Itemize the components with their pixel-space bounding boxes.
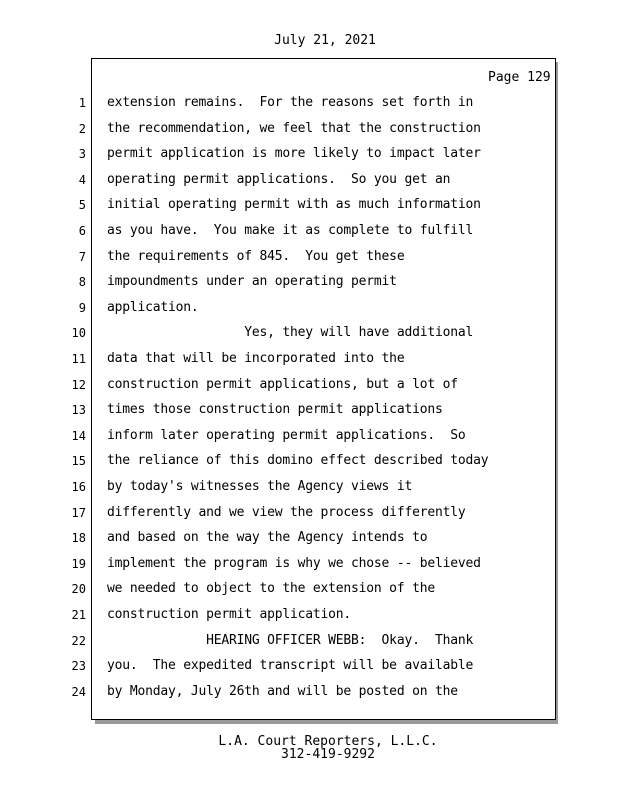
line-number: 23 (71, 659, 86, 674)
transcript-line (0, 425, 618, 447)
transcript-line (0, 450, 618, 472)
line-text: permit application is more likely to impact later (107, 146, 481, 162)
transcript-line (0, 92, 618, 114)
line-text: Yes, they will have additional (107, 325, 474, 341)
line-number: 12 (71, 377, 86, 392)
line-text: construction permit application. (107, 607, 352, 622)
line-text: by today's witnesses the Agency views it (107, 479, 413, 494)
transcript-line (0, 553, 618, 575)
transcript-line (0, 655, 618, 677)
line-text: data that will be incorporated into the (107, 351, 405, 366)
line-number: 2 (78, 121, 86, 136)
line-number: 13 (71, 403, 86, 418)
line-number: 11 (71, 352, 86, 366)
transcript-line (0, 502, 618, 524)
transcript-line (0, 169, 618, 191)
transcript-date: July 21, 2021 (274, 33, 376, 48)
line-number: 19 (71, 556, 86, 571)
transcript-line (0, 681, 618, 703)
line-number: 16 (71, 480, 86, 494)
line-text: application. (107, 299, 199, 315)
reporter-company: L.A. Court Reporters, L.L.C. (218, 734, 438, 749)
line-text: operating permit applications. So you get an (107, 171, 451, 187)
line-text: by Monday, July 26th and will be posted on the (107, 683, 458, 699)
line-number: 8 (78, 275, 86, 290)
transcript-line (0, 194, 618, 216)
line-number: 18 (71, 531, 86, 546)
transcript-line (0, 348, 618, 370)
page-number: Page 129 (488, 70, 551, 85)
line-number: 4 (78, 172, 86, 187)
line-number: 6 (78, 224, 86, 238)
line-number: 7 (78, 249, 86, 264)
transcript-line (0, 322, 618, 344)
transcript-line (0, 297, 618, 319)
line-text: the requirements of 845. You get these (107, 248, 405, 264)
line-number: 1 (78, 96, 86, 110)
line-text: HEARING OFFICER WEBB: Okay. Thank (107, 632, 474, 648)
line-text: extension remains. For the reasons set forth in (107, 95, 474, 110)
line-number: 22 (71, 633, 86, 648)
line-number: 21 (71, 608, 86, 622)
line-number: 15 (71, 454, 86, 469)
line-number: 20 (71, 582, 86, 597)
line-number: 5 (78, 198, 86, 213)
line-number: 10 (71, 326, 86, 341)
transcript-line (0, 118, 618, 140)
line-number: 3 (78, 147, 86, 162)
transcript-line (0, 527, 618, 549)
line-text: we needed to object to the extension of the (107, 581, 435, 597)
line-text: construction permit applications, but a lot of (107, 376, 458, 392)
line-text: the recommendation, we feel that the construction (107, 120, 481, 136)
reporter-phone: 312-419-9292 (281, 747, 375, 762)
transcript-line (0, 578, 618, 600)
transcript-line (0, 374, 618, 396)
transcript-line (0, 399, 618, 421)
line-number: 24 (71, 684, 86, 699)
transcript-line (0, 630, 618, 652)
line-text: as you have. You make it as complete to fulfill (107, 223, 474, 238)
line-number: 17 (71, 505, 86, 520)
line-text: impoundments under an operating permit (107, 274, 397, 290)
line-number: 9 (78, 300, 86, 315)
line-number: 14 (71, 428, 86, 443)
line-text: implement the program is why we chose -- believed (107, 555, 481, 571)
line-text: and based on the way the Agency intends to (107, 530, 428, 546)
transcript-line (0, 143, 618, 165)
transcript-line (0, 476, 618, 498)
line-text: inform later operating permit applications. So (107, 427, 466, 443)
transcript-line (0, 271, 618, 293)
line-text: you. The expedited transcript will be available (107, 658, 474, 674)
line-text: times those construction permit applications (107, 402, 443, 418)
line-text: initial operating permit with as much information (107, 197, 481, 213)
transcript-line (0, 220, 618, 242)
transcript-line (0, 604, 618, 626)
line-text: the reliance of this domino effect described today (107, 453, 489, 469)
transcript-line (0, 246, 618, 268)
line-text: differently and we view the process differently (107, 504, 466, 520)
